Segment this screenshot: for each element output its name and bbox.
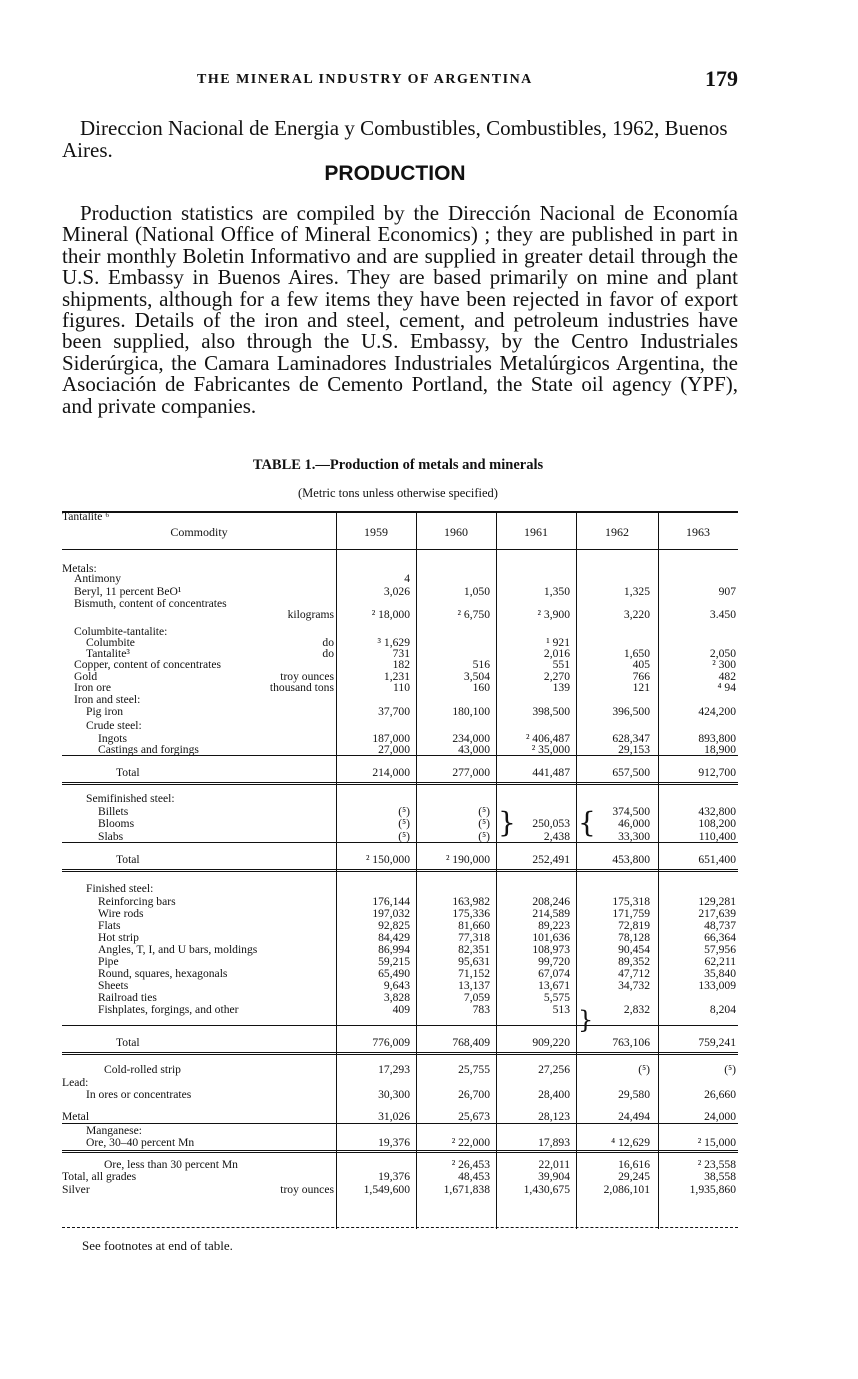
table-cell: 27,000 xyxy=(378,743,410,756)
table-cell: ¹ 921 xyxy=(546,636,570,649)
table-cell: 657,500 xyxy=(612,766,650,779)
table-cell: 2,050 xyxy=(709,647,736,660)
row-label: Copper, content of concentrates xyxy=(74,659,221,671)
table-cell: 731 xyxy=(392,647,410,660)
table-cell: 453,800 xyxy=(612,853,650,866)
row-label: Ore, 30–40 percent Mn xyxy=(86,1137,195,1149)
table-cell: 175,336 xyxy=(452,907,490,920)
table-cell: 26,660 xyxy=(704,1088,736,1101)
table-cell: 763,106 xyxy=(612,1036,650,1049)
total-double-rule xyxy=(62,782,738,785)
table-row xyxy=(62,682,738,694)
table-cell: 46,000 xyxy=(618,817,650,830)
table-cell: 48,737 xyxy=(704,919,736,932)
table-cell: 92,825 xyxy=(378,919,410,932)
table-cell: 432,800 xyxy=(698,805,736,818)
table-cell: 759,241 xyxy=(698,1036,736,1049)
table-cell: 33,300 xyxy=(618,830,650,843)
table-cell: 768,409 xyxy=(452,1036,490,1049)
table-cell: 180,100 xyxy=(452,705,490,718)
table-row xyxy=(62,573,738,585)
table-cell: 19,376 xyxy=(378,1170,410,1183)
table-cell: 39,904 xyxy=(538,1170,570,1183)
table-cell: ² 300 xyxy=(712,658,736,671)
row-label: Total xyxy=(116,767,140,779)
table-cell: 67,074 xyxy=(538,967,570,980)
table-cell: 1,671,838 xyxy=(443,1183,490,1196)
table-cell: 84,429 xyxy=(378,931,410,944)
table-cell: ² 406,487 xyxy=(525,732,570,745)
table-cell: ² 35,000 xyxy=(531,743,570,756)
table-cell: (⁵) xyxy=(478,830,490,843)
row-unit: do xyxy=(322,636,334,649)
table-cell: 18,900 xyxy=(704,743,736,756)
row-label: Antimony xyxy=(74,573,122,585)
table-row xyxy=(62,1037,738,1049)
table-title: TABLE 1.—Production of metals and minerals xyxy=(252,457,544,473)
table-cell: 25,673 xyxy=(458,1110,490,1123)
row-label: Manganese: xyxy=(86,1125,143,1137)
table-cell: 187,000 xyxy=(372,732,410,745)
page-number: 179 xyxy=(705,66,738,91)
table-cell: ² 22,000 xyxy=(451,1136,490,1149)
brace-1961: } xyxy=(498,806,516,839)
table-cell: 409 xyxy=(392,1003,410,1016)
row-label: Columbite-tantalite: xyxy=(74,626,168,638)
row-label: Sheets xyxy=(98,980,129,992)
table-cell: 37,700 xyxy=(378,705,410,718)
table-row xyxy=(62,793,738,805)
table-cell: 197,032 xyxy=(372,907,410,920)
row-label: Total xyxy=(116,854,140,866)
table-cell: 3,026 xyxy=(383,585,410,598)
table-cell: 90,454 xyxy=(618,943,650,956)
brace-1962-rail: } xyxy=(578,1006,594,1034)
row-label: Reinforcing bars xyxy=(98,896,176,908)
table-cell: 17,893 xyxy=(538,1136,570,1149)
row-label: Pig iron xyxy=(86,706,124,718)
row-label: Total xyxy=(116,1037,140,1049)
table-cell: 72,819 xyxy=(618,919,650,932)
table-cell: 277,000 xyxy=(452,766,490,779)
table-cell: 62,211 xyxy=(704,955,736,968)
table-header-rule xyxy=(62,549,738,550)
table-cell: 9,643 xyxy=(383,979,410,992)
row-label: Castings and forgings xyxy=(98,744,199,756)
table-row xyxy=(62,609,738,621)
table-cell: 19,376 xyxy=(378,1136,410,1149)
header-commodity: Commodity xyxy=(170,525,228,539)
row-label: Tantalite ⁶ xyxy=(62,511,110,523)
table-cell: 1,430,675 xyxy=(523,1183,570,1196)
table-cell: 27,256 xyxy=(538,1063,570,1076)
table-cell: 160 xyxy=(472,681,490,694)
table-footnote: See footnotes at end of table. xyxy=(82,1238,233,1253)
total-rule xyxy=(62,1123,738,1124)
table-cell: 24,494 xyxy=(618,1110,650,1123)
table-row xyxy=(62,883,738,895)
table-cell: 89,223 xyxy=(538,919,570,932)
table-cell: 1,231 xyxy=(383,670,410,683)
table-cell: 16,616 xyxy=(618,1158,650,1171)
section-heading: PRODUCTION xyxy=(324,162,466,185)
table-cell: ⁴ 12,629 xyxy=(611,1136,650,1149)
row-label: Blooms xyxy=(98,818,135,830)
table-cell: 29,153 xyxy=(618,743,650,756)
table-cell: (⁵) xyxy=(398,830,410,843)
table-cell: 513 xyxy=(552,1003,570,1016)
total-double-rule xyxy=(62,1150,738,1153)
table-cell: 516 xyxy=(472,658,490,671)
table-row xyxy=(62,1064,738,1076)
header-1961: 1961 xyxy=(524,525,548,539)
table-cell: 121 xyxy=(632,681,650,694)
table-cell: ² 3,900 xyxy=(537,608,570,621)
table-cell: (⁵) xyxy=(638,1063,650,1076)
table-cell: 482 xyxy=(718,670,736,683)
table-cell: 2,016 xyxy=(543,647,570,660)
table-cell: 66,364 xyxy=(704,931,736,944)
table-row xyxy=(62,706,738,718)
table-row xyxy=(62,1171,738,1183)
table-cell: 3,504 xyxy=(463,670,490,683)
table-cell: 29,245 xyxy=(618,1170,650,1183)
table-cell: 1,549,600 xyxy=(363,1183,410,1196)
table-cell: 1,050 xyxy=(463,585,490,598)
table-cell: ² 23,558 xyxy=(697,1158,736,1171)
table-cell: 2,086,101 xyxy=(603,1183,650,1196)
table-cell: 441,487 xyxy=(532,766,570,779)
table-cell: 65,490 xyxy=(378,967,410,980)
table-cell: 82,351 xyxy=(458,943,490,956)
table-cell: 77,318 xyxy=(458,931,490,944)
table-row xyxy=(62,720,738,732)
total-double-rule xyxy=(62,1052,738,1055)
table-cell: 907 xyxy=(718,585,736,598)
table-cell: 101,636 xyxy=(532,931,570,944)
table-cell: 217,639 xyxy=(698,907,736,920)
table-cell: 34,732 xyxy=(618,979,650,992)
table-row xyxy=(62,1111,738,1123)
table-cell: 86,994 xyxy=(378,943,410,956)
row-label: Wire rods xyxy=(98,908,144,920)
row-label: Bismuth, content of concentrates xyxy=(74,598,227,610)
row-label: Metals: xyxy=(62,563,97,575)
table-cell: 29,580 xyxy=(618,1088,650,1101)
table-cell: 651,400 xyxy=(698,853,736,866)
row-label: Silver xyxy=(62,1184,90,1196)
header-1960: 1960 xyxy=(444,525,468,539)
total-rule xyxy=(62,1025,738,1026)
table-cell: 2,438 xyxy=(543,830,570,843)
table-cell: 133,009 xyxy=(698,979,736,992)
table-cell: 78,128 xyxy=(618,931,650,944)
table-cell: 2,832 xyxy=(623,1003,650,1016)
intro-reference: Direccion Nacional de Energia y Combustibles, Combustibles, 1962, Buenos Aires. xyxy=(62,116,728,162)
row-label: Flats xyxy=(98,920,121,932)
row-label: Lead: xyxy=(62,1077,89,1089)
table-cell: 163,982 xyxy=(452,895,490,908)
table-cell: 43,000 xyxy=(458,743,490,756)
row-unit: thousand tons xyxy=(269,681,334,694)
table-cell: 26,700 xyxy=(458,1088,490,1101)
row-unit: troy ounces xyxy=(280,1183,334,1196)
row-label: Railroad ties xyxy=(98,992,157,1004)
table-row xyxy=(62,511,738,523)
table-cell: 110 xyxy=(393,681,410,694)
table-cell: 99,720 xyxy=(538,955,570,968)
table-row xyxy=(62,586,738,598)
table-cell: (⁵) xyxy=(724,1063,736,1076)
table-cell: 398,500 xyxy=(532,705,570,718)
body-paragraph: Production statistics are compiled by the Dirección Nacional de Economía Mineral (National Office of Mineral Economics) ; they are published in part in their monthly Boletin Informativo and are supplied in greater detail through the U.S. Embassy in Buenos Aires. They are based primarily on mine and plant shipments, although for a few items they have been rejected in favor of export figures. Details of the iron and steel, cement, and petroleum industries have been supplied, also through the U.S. Embassy, by the Centro Industriales Siderúrgica, the Camara Laminadores Industriales Metalúrgicos Argentina, the Asociación de Fabricantes de Cemento Portland, the State oil agency (YPF), and private companies. xyxy=(62,201,738,418)
row-label: Gold xyxy=(74,671,98,683)
table-cell: ² 15,000 xyxy=(697,1136,736,1149)
table-cell: 424,200 xyxy=(698,705,736,718)
table-cell: 396,500 xyxy=(612,705,650,718)
table-cell: 3,828 xyxy=(383,991,410,1004)
table-cell: 35,840 xyxy=(704,967,736,980)
row-label: Finished steel: xyxy=(86,883,154,895)
table-cell: 628,347 xyxy=(612,732,650,745)
table-cell: 7,059 xyxy=(463,991,490,1004)
table-cell: 182 xyxy=(392,658,410,671)
table-cell: 250,053 xyxy=(532,817,570,830)
table-cell: 28,400 xyxy=(538,1088,570,1101)
table-bottom-rule xyxy=(62,1227,738,1228)
table-cell: 776,009 xyxy=(372,1036,410,1049)
table-cell: 38,558 xyxy=(704,1170,736,1183)
table-cell: 110,400 xyxy=(698,830,736,843)
table-cell: 57,956 xyxy=(704,943,736,956)
row-label: Total, all grades xyxy=(62,1171,137,1183)
table-cell: (⁵) xyxy=(398,817,410,830)
row-label: Ingots xyxy=(98,733,127,745)
table-cell: (⁵) xyxy=(398,805,410,818)
table-cell: 25,755 xyxy=(458,1063,490,1076)
row-label: Slabs xyxy=(98,831,124,843)
row-label: Fishplates, forgings, and other xyxy=(98,1004,239,1016)
table-cell: 1,325 xyxy=(623,585,650,598)
row-label: Columbite xyxy=(86,637,135,649)
table-cell: 234,000 xyxy=(452,732,490,745)
row-label: Beryl, 11 percent BeO¹ xyxy=(74,586,182,598)
table-cell: ⁴ 94 xyxy=(717,681,736,694)
row-label: Round, squares, hexagonals xyxy=(98,968,228,980)
table-row xyxy=(62,1004,738,1016)
table-cell: ² 150,000 xyxy=(365,853,410,866)
row-unit: troy ounces xyxy=(280,670,334,683)
header-1959: 1959 xyxy=(364,525,388,539)
table-cell: 214,589 xyxy=(532,907,570,920)
table-cell: ² 26,453 xyxy=(451,1158,490,1171)
table-cell: 909,220 xyxy=(532,1036,570,1049)
table-cell: 783 xyxy=(472,1003,490,1016)
table-cell: 2,270 xyxy=(543,670,570,683)
table-cell: 108,973 xyxy=(532,943,570,956)
table-cell: 214,000 xyxy=(372,766,410,779)
brace-1962: { xyxy=(578,806,596,839)
row-unit: do xyxy=(322,647,334,660)
table-cell: 766 xyxy=(632,670,650,683)
table-cell: (⁵) xyxy=(478,817,490,830)
table-cell: 5,575 xyxy=(543,991,570,1004)
table-cell: 139 xyxy=(552,681,570,694)
table-cell: ² 6,750 xyxy=(457,608,490,621)
table-subtitle: (Metric tons unless otherwise specified) xyxy=(298,486,498,500)
table-cell: 893,800 xyxy=(698,732,736,745)
table-cell: 912,700 xyxy=(698,766,736,779)
table-cell: 95,631 xyxy=(458,955,490,968)
table-cell: 28,123 xyxy=(538,1110,570,1123)
table-row xyxy=(62,1089,738,1101)
table-cell: 59,215 xyxy=(378,955,410,968)
production-table xyxy=(62,511,738,1229)
total-rule xyxy=(62,755,738,756)
table-cell: 108,200 xyxy=(698,817,736,830)
table-cell: 13,137 xyxy=(458,979,490,992)
table-cell: 3,220 xyxy=(623,608,650,621)
table-cell: 3.450 xyxy=(709,608,736,621)
table-cell: 22,011 xyxy=(538,1158,570,1171)
table-cell: 89,352 xyxy=(618,955,650,968)
table-cell: 1,350 xyxy=(543,585,570,598)
table-cell: 48,453 xyxy=(458,1170,490,1183)
row-label: Cold-rolled strip xyxy=(104,1064,181,1076)
table-cell: 81,660 xyxy=(458,919,490,932)
row-label: Tantalite³ xyxy=(86,648,130,660)
table-cell: ² 190,000 xyxy=(445,853,490,866)
table-cell: 4 xyxy=(404,572,410,585)
row-label: Metal xyxy=(62,1111,90,1123)
table-cell: 31,026 xyxy=(378,1110,410,1123)
table-row xyxy=(62,767,738,779)
total-rule xyxy=(62,842,738,843)
running-head-title: THE MINERAL INDUSTRY OF ARGENTINA xyxy=(197,72,533,87)
table-cell: ³ 1,629 xyxy=(377,636,410,649)
row-label: Hot strip xyxy=(98,932,139,944)
table-cell: 208,246 xyxy=(532,895,570,908)
row-label: Iron ore xyxy=(74,682,112,694)
row-label: Ore, less than 30 percent Mn xyxy=(104,1159,238,1171)
header-1963: 1963 xyxy=(686,525,710,539)
table-cell: 1,935,860 xyxy=(689,1183,736,1196)
table-cell: 171,759 xyxy=(612,907,650,920)
table-row xyxy=(62,818,738,830)
table-cell: ² 18,000 xyxy=(371,608,410,621)
table-cell: 129,281 xyxy=(698,895,736,908)
table-row xyxy=(62,854,738,866)
table-cell: 374,500 xyxy=(612,805,650,818)
row-label: Iron and steel: xyxy=(74,694,141,706)
table-cell: 405 xyxy=(632,658,650,671)
row-label: Billets xyxy=(98,806,129,818)
table-cell: 17,293 xyxy=(378,1063,410,1076)
table-cell: 24,000 xyxy=(704,1110,736,1123)
table-cell: 13,671 xyxy=(538,979,570,992)
table-row xyxy=(62,1137,738,1149)
table-cell: 252,491 xyxy=(532,853,570,866)
table-cell: 175,318 xyxy=(612,895,650,908)
table-cell: 551 xyxy=(552,658,570,671)
table-cell: 30,300 xyxy=(378,1088,410,1101)
table-cell: 8,204 xyxy=(709,1003,736,1016)
row-label: Pipe xyxy=(98,956,119,968)
header-1962: 1962 xyxy=(605,525,629,539)
table-cell: 71,152 xyxy=(458,967,490,980)
row-label: Crude steel: xyxy=(86,720,142,732)
row-label: Semifinished steel: xyxy=(86,793,175,805)
table-cell: 176,144 xyxy=(372,895,410,908)
table-cell: (⁵) xyxy=(478,805,490,818)
table-cell: 1,650 xyxy=(623,647,650,660)
row-unit: kilograms xyxy=(287,608,334,621)
table-cell: 47,712 xyxy=(618,967,650,980)
row-label: Angles, T, I, and U bars, moldings xyxy=(98,944,258,956)
row-label: In ores or concentrates xyxy=(86,1089,192,1101)
table-row xyxy=(62,1184,738,1196)
total-double-rule xyxy=(62,869,738,872)
